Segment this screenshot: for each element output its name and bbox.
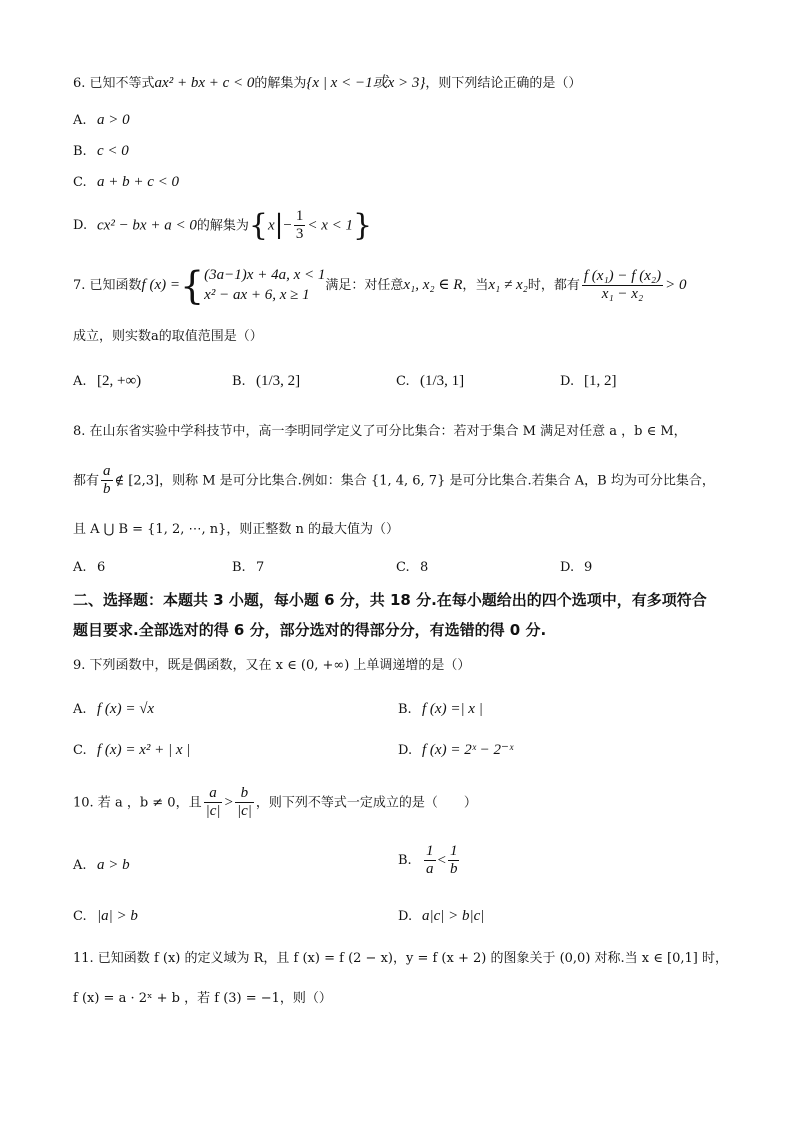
lt-sign: < <box>437 852 446 869</box>
q10-text: 10. 若 a ，b ≠ 0，且 <box>73 795 202 811</box>
q10-text-2: ，则下列不等式一定成立的是（ ） <box>255 795 477 811</box>
option-text: c < 0 <box>97 143 129 159</box>
q10-option-c[interactable] <box>73 907 138 925</box>
option-label: C. <box>73 909 87 924</box>
q7-option-d[interactable] <box>560 372 617 390</box>
option-text: a > 0 <box>97 112 130 128</box>
q6-stem-text: 6. 已知不等式 <box>73 76 155 91</box>
case-2: x² − ax + 6, x ≥ 1 <box>204 286 310 303</box>
q6-option-d[interactable] <box>73 208 372 244</box>
q6-option-a[interactable] <box>73 111 130 129</box>
frac-den: b <box>449 861 458 878</box>
option-text: a + b + c < 0 <box>97 174 180 190</box>
section-heading: 二、选择题：本题共 3 小题，每小题 6 分，共 18 分.在每小题给出的四个选项中，有多项符合 <box>73 591 707 609</box>
q7-stem-text-3: ，当 <box>462 278 489 293</box>
frac-num: 1 <box>294 208 306 226</box>
set-bar: | <box>274 210 284 241</box>
option-text: [1, 2] <box>584 373 617 389</box>
left-brace: { <box>248 207 268 243</box>
option-label: D. <box>398 743 413 758</box>
q6-d-fraction <box>294 208 306 244</box>
q7-option-a[interactable] <box>73 372 141 390</box>
q8-fraction <box>101 463 113 499</box>
frac-den: 3 <box>295 226 304 243</box>
frac-num: 1 <box>448 843 460 861</box>
q8-option-d[interactable] <box>560 560 592 576</box>
q7-stem-text-4: 时，都有 <box>527 278 580 293</box>
q10-stem <box>73 785 477 821</box>
piecewise-brace: { <box>179 263 205 308</box>
q7-vars: x₁, x₂ ∈ R <box>403 277 463 293</box>
q7-stem-text: 7. 已知函数 <box>73 278 142 293</box>
q9-stem: 9. 下列函数中，既是偶函数，又在 x ∈ (0, +∞) 上单调递增的是（） <box>73 658 471 673</box>
set-condition: < x < 1 <box>307 217 354 234</box>
frac-den: |c| <box>236 803 252 820</box>
q6-stem-text-3: ，则下列结论正确的是（） <box>425 76 582 91</box>
option-text: 9 <box>584 560 593 575</box>
frac-num: b <box>235 785 254 803</box>
option-label: D. <box>73 218 88 234</box>
option-label: A. <box>73 113 87 128</box>
option-label: B. <box>232 560 246 575</box>
q8-option-c[interactable] <box>396 560 428 576</box>
option-label: B. <box>232 374 246 389</box>
frac <box>448 843 460 879</box>
option-text: f (x) = 2ˣ − 2⁻ˣ <box>422 742 514 758</box>
option-text: 6 <box>97 560 106 575</box>
q8-option-b[interactable] <box>232 560 264 576</box>
q8-line1: 8. 在山东省实验中学科技节中，高一李明同学定义了可分比集合：若对于集合 M 满足对任意 a ，b ∈ M， <box>73 424 687 439</box>
option-text: (1/3, 2] <box>256 373 301 389</box>
option-text: a|c| > b|c| <box>422 908 485 924</box>
option-text: 的解集为 <box>196 218 249 234</box>
option-label: B. <box>73 144 87 159</box>
q10-option-d[interactable] <box>398 907 484 925</box>
q6-solution-set: {x | x < −1或x > 3} <box>306 75 426 91</box>
q7-piecewise <box>204 266 325 305</box>
section-heading-2: 题目要求.全部选对的得 6 分，部分选对的得部分分，有选错的得 0 分. <box>73 621 547 639</box>
q10-option-a[interactable] <box>73 856 130 874</box>
option-label: B. <box>398 702 412 717</box>
option-label: A. <box>73 702 87 717</box>
q8-option-a[interactable] <box>73 560 105 576</box>
option-text: [2, +∞) <box>97 373 142 389</box>
option-label: B. <box>398 853 412 869</box>
q8-text: 都有 <box>73 473 100 489</box>
q6-stem <box>73 74 581 92</box>
q9-option-d[interactable] <box>398 741 513 759</box>
q8-line3: 且 A ⋃ B = {1, 2, ⋯, n}，则正整数 n 的最大值为（） <box>73 522 400 537</box>
option-text: (1/3, 1] <box>420 373 465 389</box>
q10-fraction-b <box>235 785 254 821</box>
option-text: f (x) = x² + | x | <box>97 742 191 758</box>
option-text: a > b <box>97 857 130 873</box>
frac-den: |c| <box>205 803 221 820</box>
q9-option-c[interactable] <box>73 741 190 759</box>
q6-stem-text-2: 的解集为 <box>254 76 307 91</box>
minus-sign: − <box>283 217 292 234</box>
option-label: D. <box>398 909 413 924</box>
q7-stem-text-2: 满足：对任意 <box>325 278 404 293</box>
option-label: C. <box>396 560 410 575</box>
frac-den: b <box>103 481 111 498</box>
option-label: A. <box>73 858 87 873</box>
case-1: (3a−1)x + 4a, x < 1 <box>204 267 326 283</box>
frac-den: x₁ − x₂ <box>601 286 644 302</box>
q7-function: f (x) = <box>141 277 180 293</box>
q7-stem <box>73 263 687 308</box>
q10-option-b[interactable] <box>398 843 461 879</box>
q7-gt-zero: > 0 <box>665 277 687 293</box>
q7-option-c[interactable] <box>396 372 464 390</box>
q10-gt: > <box>224 794 233 811</box>
option-text: 7 <box>256 560 265 575</box>
option-label: D. <box>560 560 575 575</box>
frac-num: f (x₁) − f (x₂) <box>582 268 663 286</box>
frac-num: a <box>101 463 113 481</box>
q6-option-b[interactable] <box>73 142 129 160</box>
option-text: f (x) = √x <box>97 701 155 717</box>
option-label: A. <box>73 560 87 575</box>
q6-option-c[interactable] <box>73 173 179 191</box>
q7-option-b[interactable] <box>232 372 300 390</box>
option-label: C. <box>396 374 410 389</box>
frac-num: a <box>204 785 223 803</box>
frac-num: 1 <box>424 843 436 861</box>
option-text: 8 <box>420 560 429 575</box>
option-label: C. <box>73 743 87 758</box>
frac <box>424 843 436 879</box>
option-text: |a| > b <box>97 908 138 924</box>
q8-text-2: ∉ [2,3]，则称 M 是可分比集合.例如：集合 {1, 4, 6, 7} 是可分比集合.若集合 A，B 均为可分比集合， <box>114 473 715 489</box>
option-text: f (x) =| x | <box>422 701 483 717</box>
q6-inequality: ax² + bx + c < 0 <box>154 75 255 91</box>
q9-option-b[interactable] <box>398 700 483 718</box>
right-brace: } <box>353 207 373 243</box>
set-var: x <box>267 217 275 234</box>
q11-line1: 11. 已知函数 f (x) 的定义域为 R，且 f (x) = f (2 − x)，y = f (x + 2) 的图象关于 (0,0) 对称.当 x ∈ [0,1] 时， <box>73 951 728 966</box>
option-label: A. <box>73 374 87 389</box>
q11-line2: f (x) = a · 2ˣ + b ，若 f (3) = −1，则（） <box>73 991 332 1006</box>
q7-fraction <box>582 268 663 304</box>
q7-stem-line2: 成立，则实数a的取值范围是（） <box>73 329 263 344</box>
q7-neq: x₁ ≠ x₂ <box>488 277 528 293</box>
option-text: cx² − bx + a < 0 <box>97 217 197 234</box>
q8-line2 <box>73 463 715 499</box>
option-label: C. <box>73 175 87 190</box>
frac-den: a <box>426 861 434 878</box>
q9-option-a[interactable] <box>73 700 154 718</box>
option-label: D. <box>560 374 575 389</box>
q10-fraction-a <box>204 785 223 821</box>
